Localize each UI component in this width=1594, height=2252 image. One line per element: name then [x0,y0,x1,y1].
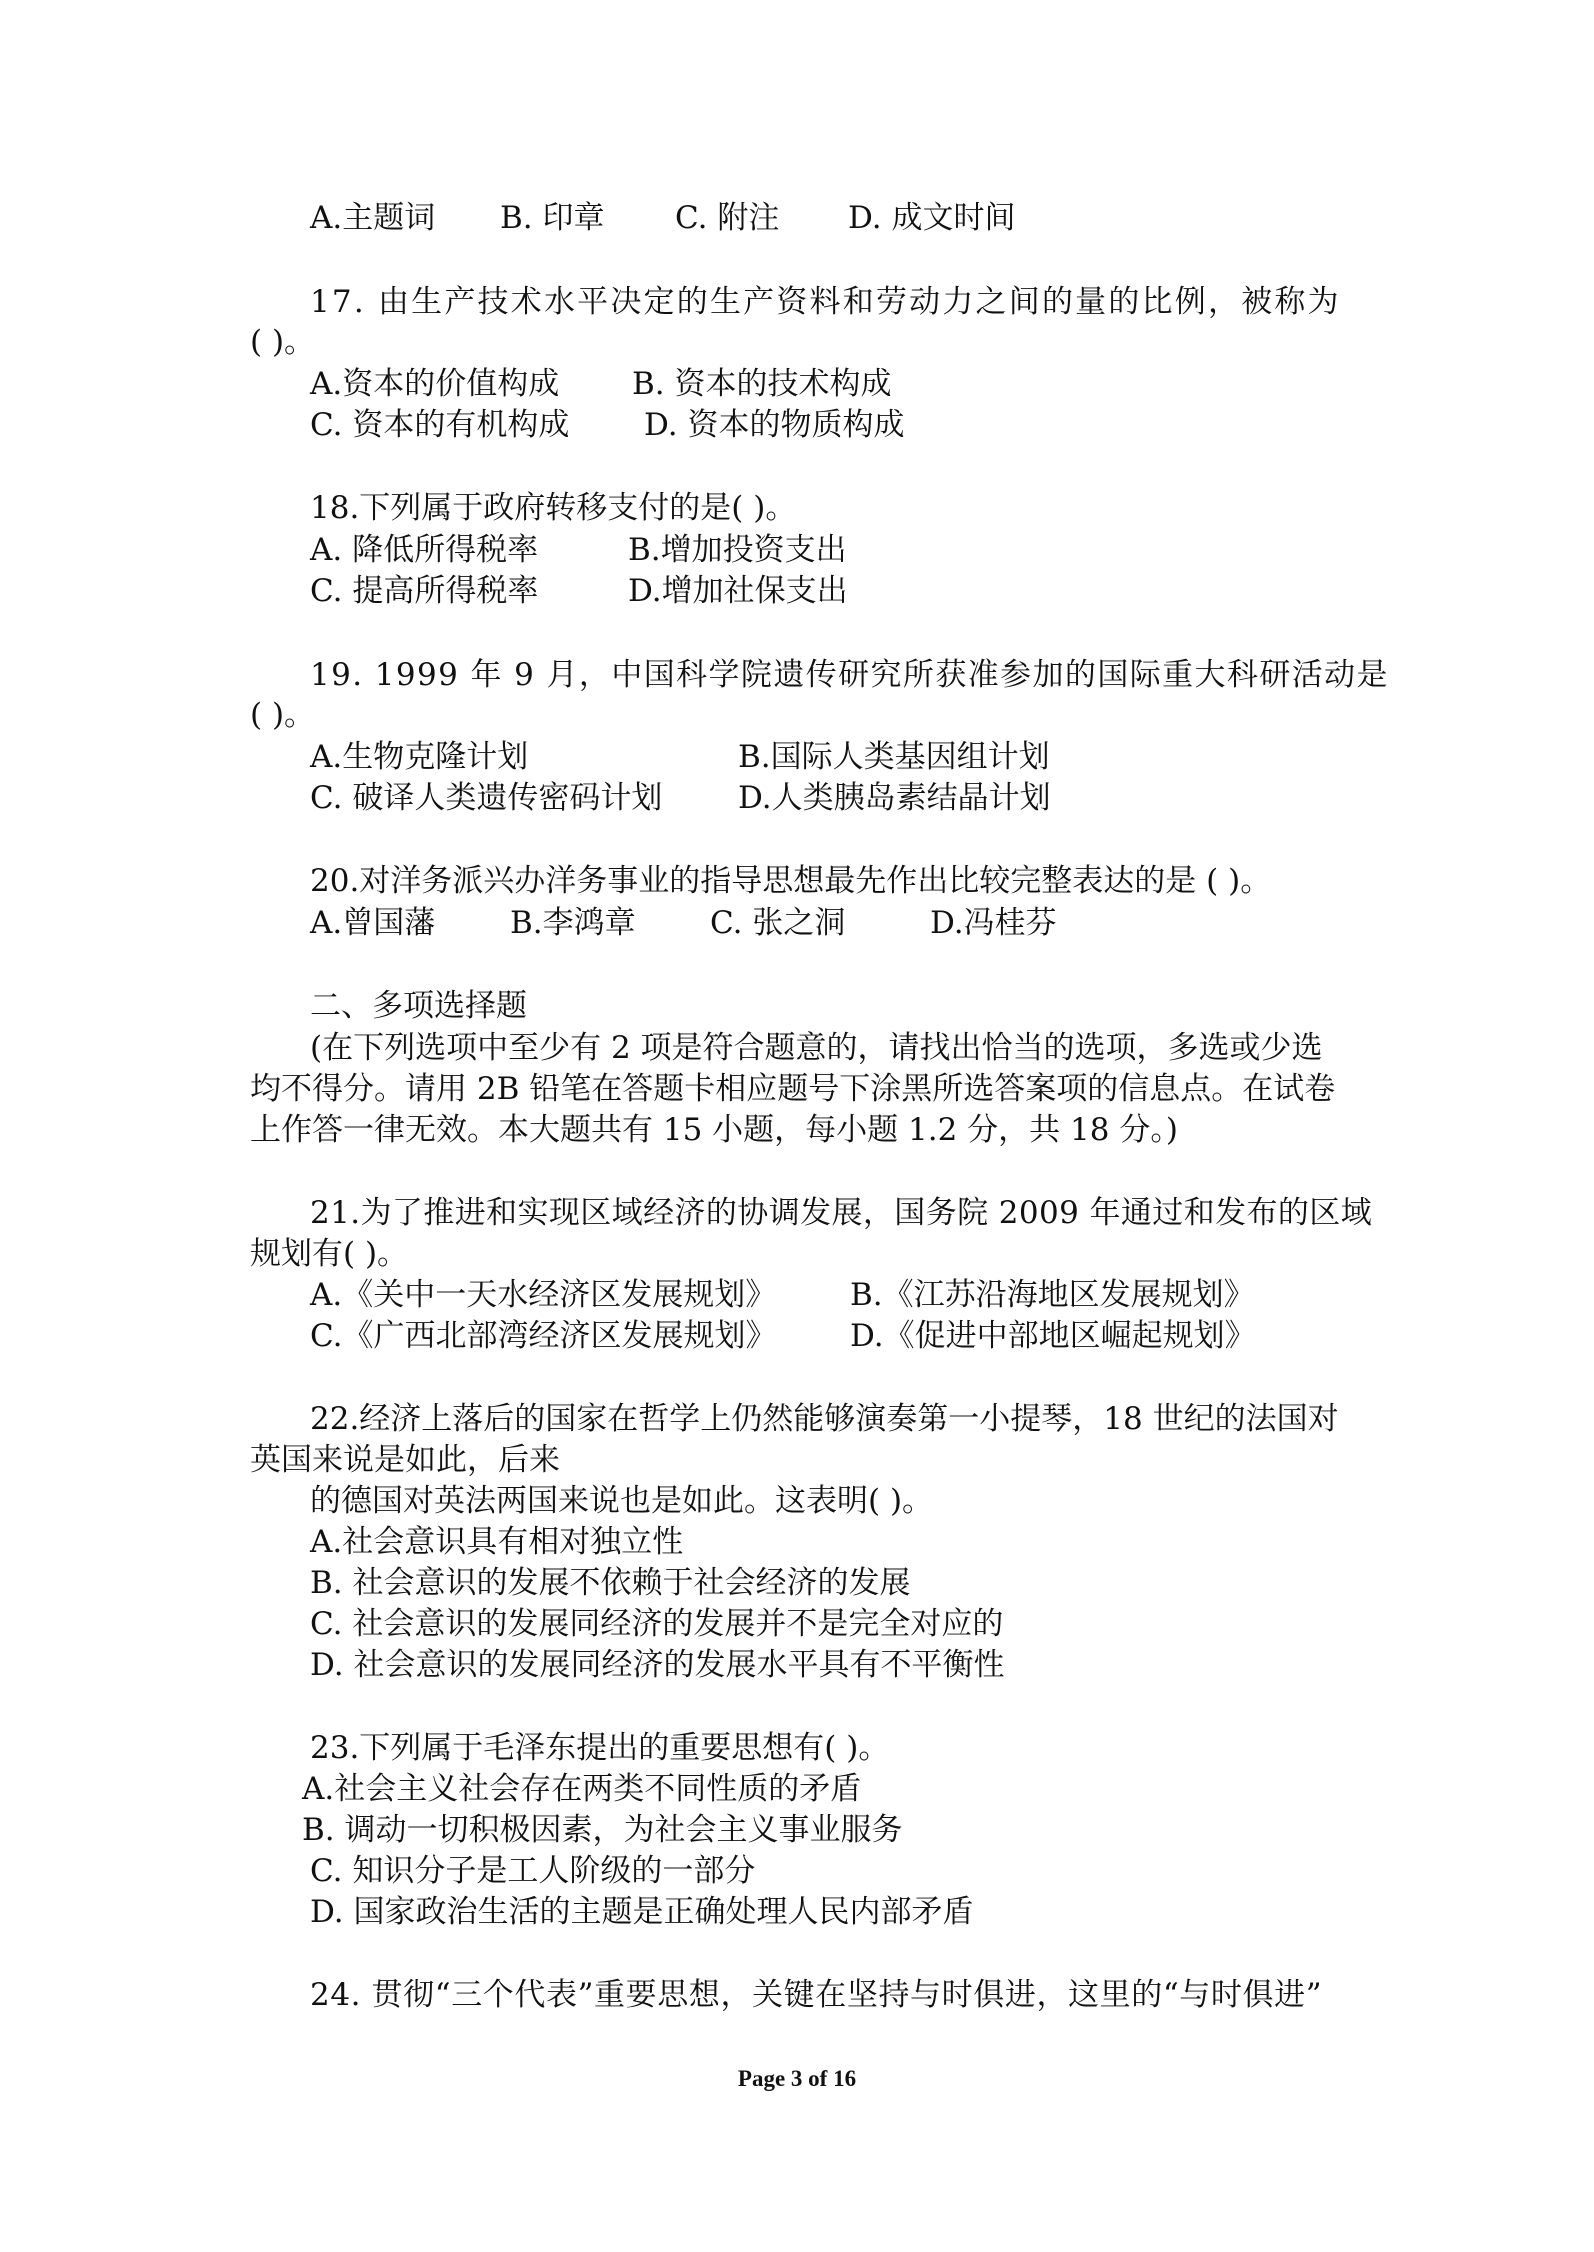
q22-option-a: A.社会意识具有相对独立性 [310,1524,684,1560]
q23-option-d: D. 国家政治生活的主题是正确处理人民内部矛盾 [310,1894,974,1930]
q20-option-b: B.李鸿章 [510,905,636,941]
q18-option-a: A. 降低所得税率 [310,532,539,568]
page-number: Page 3 of 16 [737,2066,857,2091]
section2-title: 二、多项选择题 [310,988,527,1024]
q18-option-b: B.增加投资支出 [628,532,847,568]
q21-stem-line2: 规划有( )。 [250,1236,409,1272]
q17-option-d: D. 资本的物质构成 [644,407,905,443]
q20-option-a: A.曾国藩 [310,905,436,941]
q21-stem-line1: 21.为了推进和实现区域经济的协调发展，国务院 2009 年通过和发布的区域 [310,1195,1373,1231]
q20-option-d: D.冯桂芬 [930,905,1057,941]
q22-stem-line3: 的德国对英法两国来说也是如此。这表明( )。 [310,1483,934,1519]
q20-stem: 20.对洋务派兴办洋务事业的指导思想最先作出比较完整表达的是 ( )。 [310,863,1272,899]
q19-stem-line1: 19. 1999 年 9 月，中国科学院遗传研究所获准参加的国际重大科研活动是 [310,657,1389,693]
q22-option-d: D. 社会意识的发展同经济的发展水平具有不平衡性 [310,1647,1005,1683]
q21-option-b: B.《江苏沿海地区发展规划》 [850,1277,1255,1313]
q21-option-d: D.《促进中部地区崛起规划》 [850,1318,1256,1354]
q22-option-b: B. 社会意识的发展不依赖于社会经济的发展 [310,1565,911,1601]
q19-option-a: A.生物克隆计划 [310,739,529,775]
q24-stem-line1: 24. 贯彻“三个代表”重要思想，关键在坚持与时俱进，这里的“与时俱进” [310,1977,1323,2013]
q22-option-c: C. 社会意识的发展同经济的发展并不是完全对应的 [310,1606,1004,1642]
q23-option-a: A.社会主义社会存在两类不同性质的矛盾 [302,1771,862,1807]
q17-stem-line1: 17. 由生产技术水平决定的生产资料和劳动力之间的量的比例，被称为 [310,284,1341,320]
q22-stem-line2: 英国来说是如此，后来 [250,1442,560,1478]
q16-option-a: A.主题词 [310,200,436,236]
section2-instructions-line3: 上作答一律无效。本大题共有 15 小题，每小题 1.2 分，共 18 分。) [250,1112,1178,1148]
q19-option-b: B.国际人类基因组计划 [738,739,1050,775]
q23-stem: 23.下列属于毛泽东提出的重要思想有( )。 [310,1730,890,1766]
q19-stem-line2: ( )。 [250,697,316,733]
q23-option-c: C. 知识分子是工人阶级的一部分 [310,1853,756,1889]
q21-option-a: A.《关中一天水经济区发展规划》 [310,1277,777,1313]
q18-option-c: C. 提高所得税率 [310,573,539,609]
q19-option-d: D.人类胰岛素结晶计划 [738,780,1051,816]
q22-stem-line1: 22.经济上落后的国家在哲学上仍然能够演奏第一小提琴，18 世纪的法国对 [310,1401,1339,1437]
q17-option-b: B. 资本的技术构成 [632,366,892,402]
section2-instructions-line2: 均不得分。请用 2B 铅笔在答题卡相应题号下涂黑所选答案项的信息点。在试卷 [250,1071,1336,1107]
q21-option-c: C.《广西北部湾经济区发展规划》 [310,1318,777,1354]
q20-option-c: C. 张之洞 [710,905,846,941]
q17-option-a: A.资本的价值构成 [310,366,560,402]
q16-option-c: C. 附注 [675,200,780,236]
q23-option-b: B. 调动一切积极因素，为社会主义事业服务 [302,1812,903,1848]
q18-stem: 18.下列属于政府转移支付的是( )。 [310,490,797,526]
q17-stem-line2: ( )。 [250,324,316,360]
section2-instructions-line1: (在下列选项中至少有 2 项是符合题意的，请找出恰当的选项，多选或少选 [310,1030,1323,1066]
q18-option-d: D.增加社保支出 [628,573,848,609]
q17-option-c: C. 资本的有机构成 [310,407,570,443]
q16-option-d: D. 成文时间 [848,200,1016,236]
q19-option-c: C. 破译人类遗传密码计划 [310,780,663,816]
q16-option-b: B. 印章 [500,200,605,236]
